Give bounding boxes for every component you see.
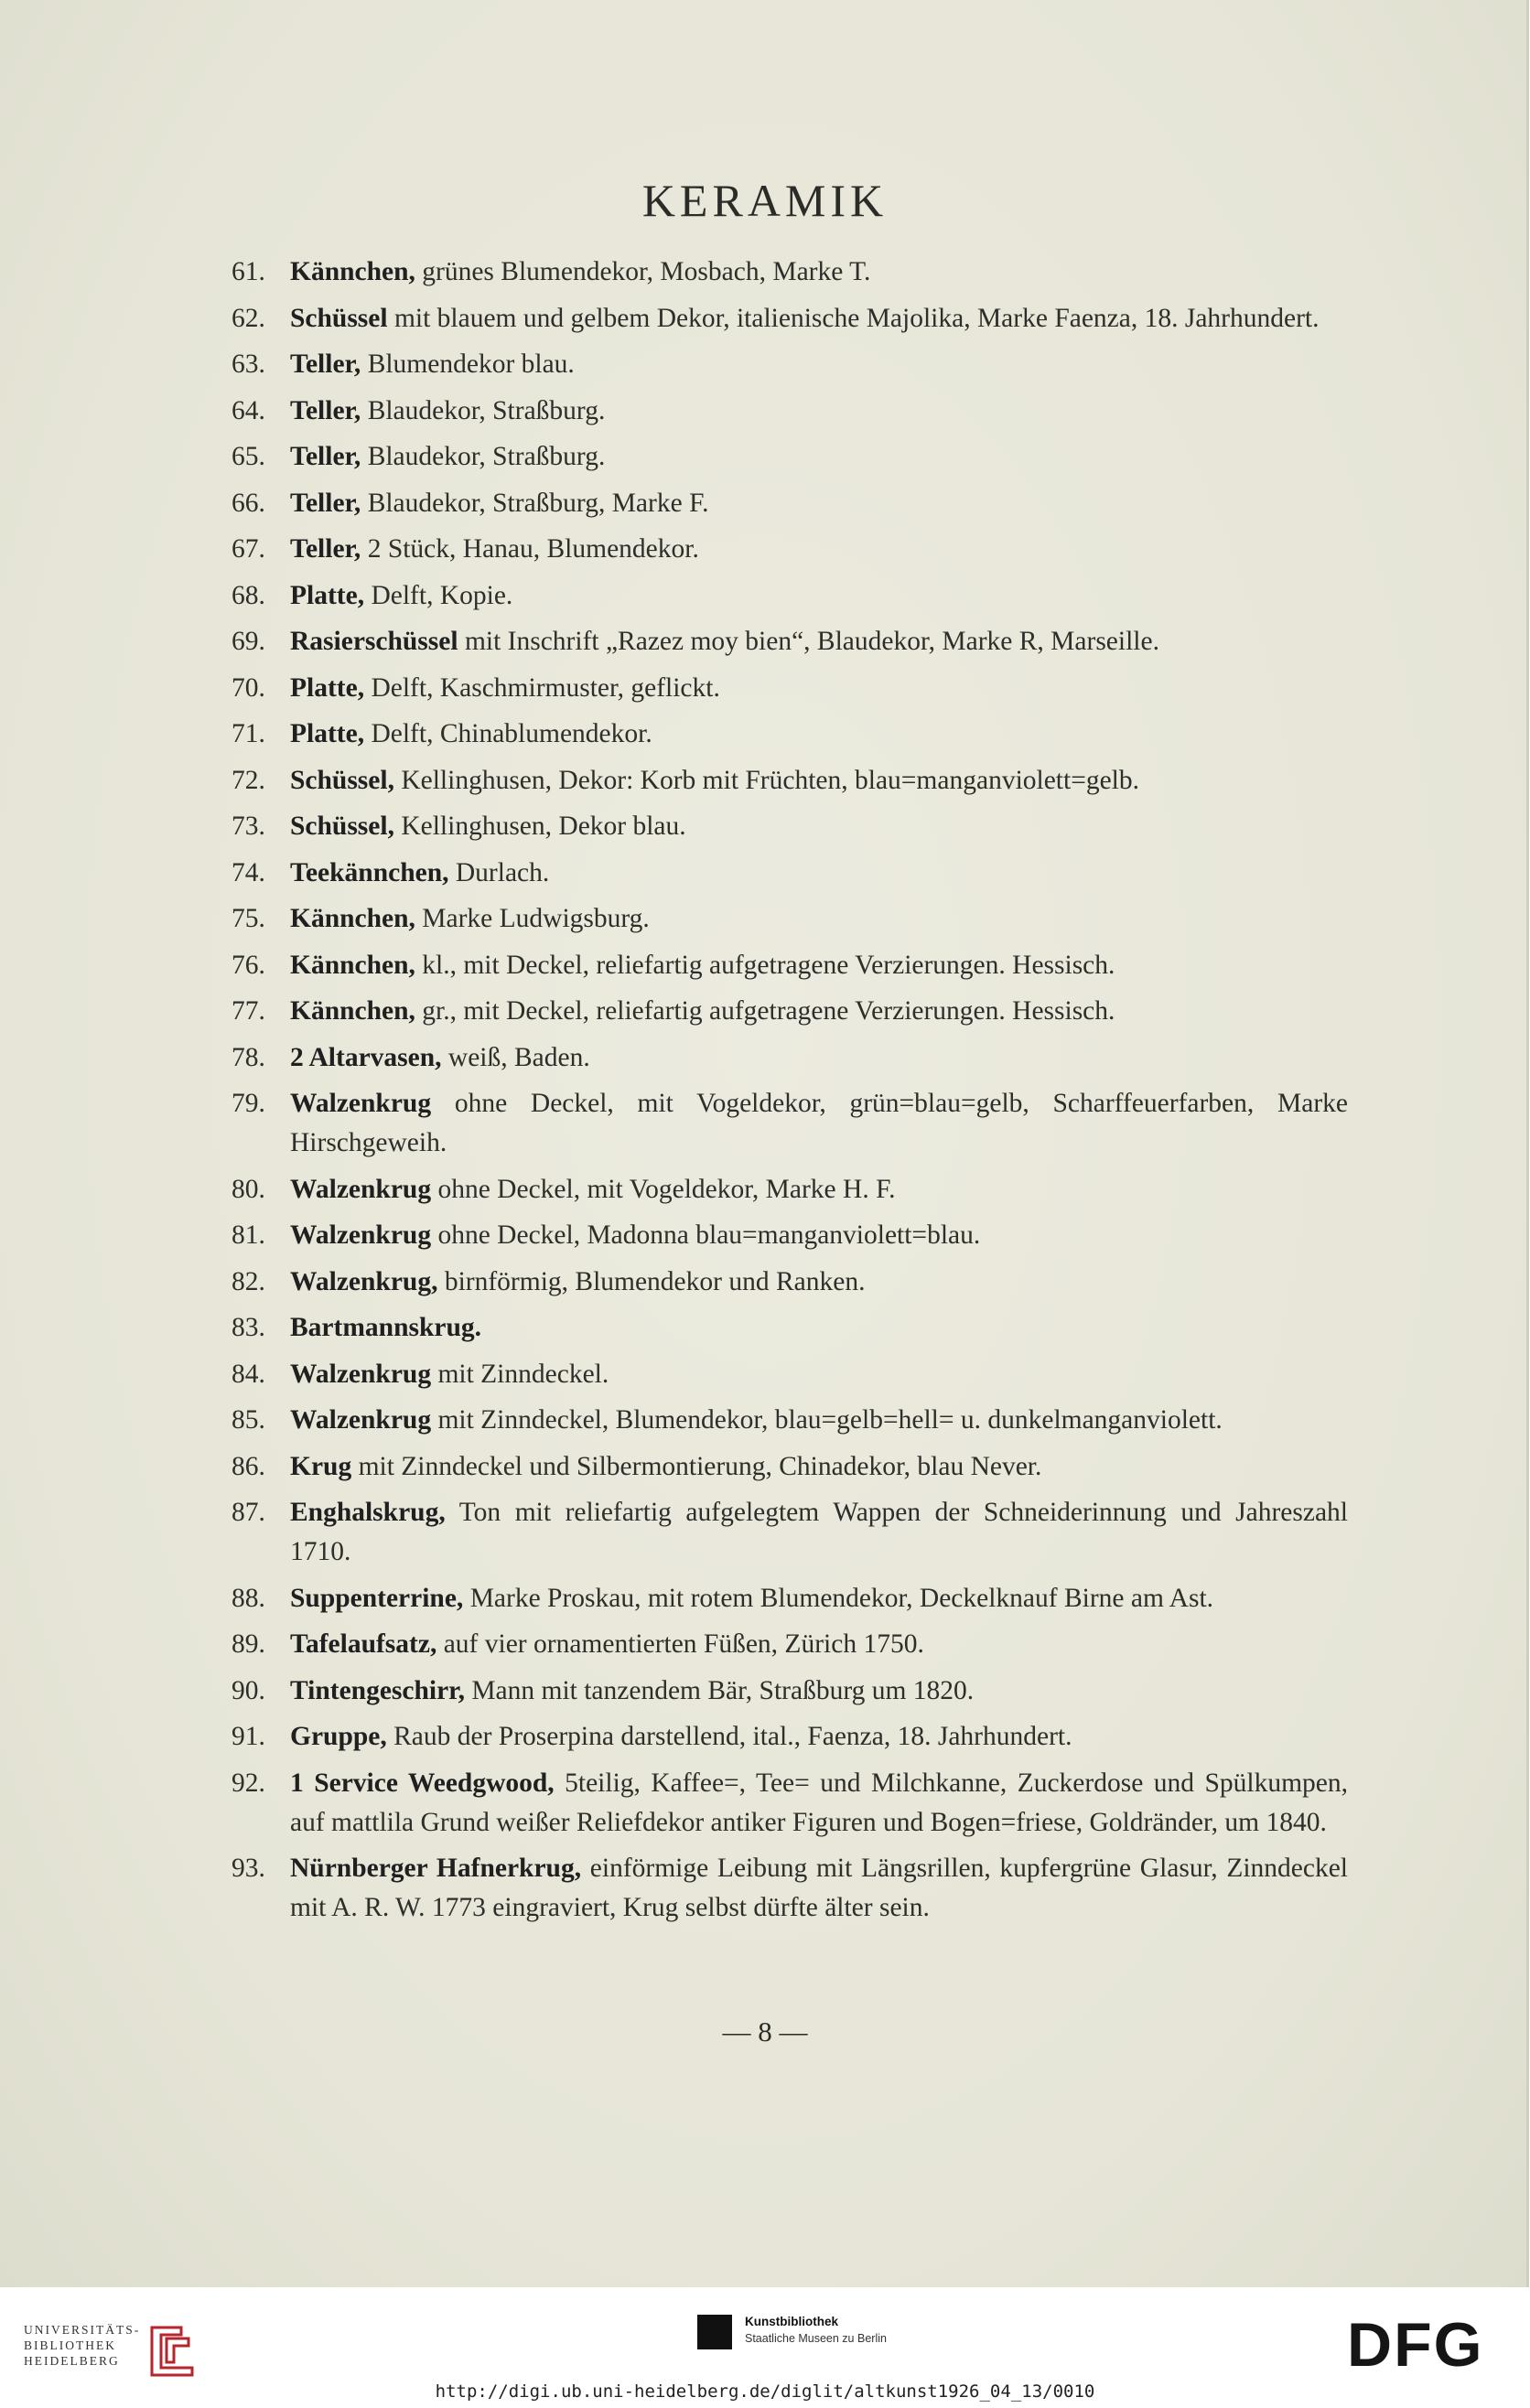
entry-number: 66. bbox=[232, 488, 265, 518]
entry-description: Blumendekor blau. bbox=[361, 349, 575, 379]
kunstbibliothek-title: Kunstbibliothek bbox=[745, 2315, 838, 2328]
entry-number: 89. bbox=[232, 1629, 265, 1659]
entry-number: 62. bbox=[232, 303, 265, 333]
entry-keyword: Schüssel bbox=[290, 303, 388, 333]
entry-number: 88. bbox=[232, 1583, 265, 1613]
entry-description: Mann mit tanzendem Bär, Straßburg um 1820. bbox=[464, 1675, 975, 1705]
entry-description: Delft, Chinablumendekor. bbox=[364, 719, 652, 748]
catalog-entry bbox=[233, 622, 1348, 661]
entry-keyword: Platte, bbox=[290, 672, 365, 703]
catalog-entry bbox=[233, 484, 1348, 523]
entry-number: 78. bbox=[232, 1042, 265, 1072]
entry-keyword: Walzenkrug bbox=[290, 1405, 432, 1435]
entry-description: Marke Proskau, mit rotem Blumendekor, Deckelknauf Birne am Ast. bbox=[463, 1583, 1214, 1613]
catalog-entry bbox=[233, 1308, 1348, 1348]
entry-number: 64. bbox=[232, 395, 265, 425]
entry-description: weiß, Baden. bbox=[441, 1042, 590, 1072]
catalog-entry bbox=[233, 899, 1348, 939]
catalog-entry bbox=[233, 1216, 1348, 1255]
entry-number: 71. bbox=[232, 719, 265, 748]
entry-keyword: Schüssel, bbox=[290, 765, 394, 795]
entry-keyword: 1 Service Weedgwood, bbox=[290, 1768, 555, 1798]
entry-number: 67. bbox=[232, 534, 265, 564]
entry-description: Raub der Proserpina darstellend, ital., Faenza, 18. Jahrhundert. bbox=[386, 1722, 1072, 1751]
entry-number: 91. bbox=[232, 1722, 265, 1751]
entry-number: 70. bbox=[232, 672, 265, 703]
catalog-entry bbox=[233, 761, 1348, 801]
source-url-link[interactable]: http://digi.ub.uni-heidelberg.de/diglit/altkunst1926_04_13/0010 bbox=[435, 2381, 1095, 2402]
entry-keyword: Walzenkrug, bbox=[290, 1266, 438, 1296]
kunstbibliothek-subtitle: Staatliche Museen zu Berlin bbox=[745, 2332, 887, 2345]
entry-number: 63. bbox=[232, 349, 265, 379]
entry-description: Kellinghusen, Dekor: Korb mit Früchten, blau=manganviolett=gelb. bbox=[393, 765, 1139, 795]
university-name-line: UNIVERSITÄTS- bbox=[24, 2323, 141, 2337]
entry-keyword: Bartmannskrug. bbox=[290, 1313, 481, 1342]
entry-number: 82. bbox=[232, 1266, 265, 1296]
catalog-entry bbox=[233, 1625, 1348, 1664]
entry-description: mit Inschrift „Razez moy bien“, Blaudekor, Marke R, Marseille. bbox=[458, 627, 1159, 656]
entry-description: ohne Deckel, Madonna blau=manganviolett=blau. bbox=[431, 1220, 981, 1250]
catalog-entry bbox=[233, 669, 1348, 708]
page-number: — 8 — bbox=[722, 2016, 808, 2048]
entry-keyword: Teller, bbox=[290, 349, 361, 379]
entry-keyword: Enghalskrug, bbox=[290, 1498, 446, 1527]
entry-keyword: Teller, bbox=[290, 534, 361, 564]
entry-number: 79. bbox=[232, 1089, 265, 1118]
catalog-entry bbox=[233, 1355, 1348, 1394]
catalog-entry bbox=[233, 1579, 1348, 1618]
entry-keyword: Teller, bbox=[290, 442, 361, 471]
catalog-entry bbox=[233, 1170, 1348, 1209]
entry-number: 80. bbox=[232, 1174, 265, 1204]
entry-description: kl., mit Deckel, reliefartig aufgetragene Verzierungen. Hessisch. bbox=[415, 950, 1115, 980]
catalog-entry bbox=[233, 576, 1348, 616]
catalog-entry bbox=[233, 1672, 1348, 1711]
entry-description: Blaudekor, Straßburg. bbox=[361, 395, 606, 425]
catalog-entry bbox=[233, 392, 1348, 431]
entry-description: gr., mit Deckel, reliefartig aufgetragene Verzierungen. Hessisch. bbox=[415, 996, 1115, 1026]
catalog-entry bbox=[233, 1849, 1348, 1928]
catalog-entry bbox=[233, 1764, 1348, 1843]
entry-number: 65. bbox=[232, 442, 265, 471]
entry-keyword: Nürnberger Hafnerkrug, bbox=[290, 1854, 582, 1883]
entry-keyword: Kännchen, bbox=[290, 904, 415, 933]
entry-keyword: Kännchen, bbox=[290, 257, 415, 286]
entry-description: grünes Blumendekor, Mosbach, Marke T. bbox=[415, 257, 871, 286]
entry-number: 86. bbox=[232, 1451, 265, 1481]
entry-keyword: Walzenkrug bbox=[290, 1089, 432, 1118]
catalog-entry bbox=[233, 299, 1348, 339]
entry-keyword: Kännchen, bbox=[290, 950, 415, 980]
entry-number: 90. bbox=[232, 1675, 265, 1705]
catalog-entry bbox=[233, 715, 1348, 754]
catalog-entry bbox=[233, 1717, 1348, 1757]
entry-keyword: Walzenkrug bbox=[290, 1220, 432, 1250]
entry-description: auf vier ornamentierten Füßen, Zürich 1750. bbox=[436, 1629, 924, 1659]
catalog-entry bbox=[233, 1084, 1348, 1163]
entry-keyword: Teller, bbox=[290, 488, 361, 518]
entry-description: mit Zinndeckel und Silbermontierung, Chinadekor, blau Never. bbox=[351, 1451, 1042, 1481]
entry-keyword: Kännchen, bbox=[290, 996, 415, 1026]
catalog-entry bbox=[233, 1263, 1348, 1302]
entry-number: 84. bbox=[232, 1359, 265, 1389]
entry-keyword: Teekännchen, bbox=[290, 857, 449, 887]
entry-description: mit Zinndeckel, Blumendekor, blau=gelb=hell= u. dunkelmanganviolett. bbox=[431, 1405, 1223, 1435]
catalog-entry bbox=[233, 1401, 1348, 1440]
catalog-entry bbox=[233, 530, 1348, 569]
entry-keyword: Rasierschüssel bbox=[290, 627, 458, 656]
entry-number: 87. bbox=[232, 1498, 265, 1527]
entry-number: 72. bbox=[232, 765, 265, 795]
entry-number: 85. bbox=[232, 1405, 265, 1435]
catalog-entry bbox=[233, 437, 1348, 477]
entry-description: Blaudekor, Straßburg. bbox=[361, 442, 606, 471]
entry-number: 81. bbox=[232, 1220, 265, 1250]
entry-description: Delft, Kaschmirmuster, geflickt. bbox=[364, 672, 720, 703]
entry-description: ohne Deckel, mit Vogeldekor, grün=blau=gelb, Scharffeuerfarben, Marke Hirschgeweih. bbox=[290, 1089, 1348, 1157]
entry-description: ohne Deckel, mit Vogeldekor, Marke H. F. bbox=[431, 1174, 896, 1204]
entry-keyword: Suppenterrine, bbox=[290, 1583, 464, 1613]
entry-number: 92. bbox=[232, 1768, 265, 1798]
entry-keyword: Walzenkrug bbox=[290, 1174, 432, 1204]
catalog-entry bbox=[233, 946, 1348, 985]
kunstbibliothek-mark-icon bbox=[697, 2315, 732, 2349]
entry-keyword: Walzenkrug bbox=[290, 1359, 432, 1389]
entry-description: Kellinghusen, Dekor blau. bbox=[393, 812, 686, 841]
page-title: KERAMIK bbox=[641, 175, 889, 226]
university-library-logo[interactable] bbox=[24, 2322, 140, 2369]
university-emblem-icon bbox=[145, 2322, 199, 2379]
catalog-entry bbox=[233, 992, 1348, 1031]
entry-keyword: Gruppe, bbox=[290, 1722, 387, 1751]
entry-keyword: Teller, bbox=[290, 395, 361, 425]
university-name-line: HEIDELBERG bbox=[24, 2354, 120, 2368]
entry-number: 93. bbox=[232, 1854, 265, 1883]
entry-description: Durlach. bbox=[448, 857, 550, 887]
entry-number: 61. bbox=[232, 257, 265, 286]
entry-number: 76. bbox=[232, 950, 265, 980]
entry-description: Ton mit reliefartig aufgelegtem Wappen der Schneiderinnung und Jahreszahl 1710. bbox=[290, 1498, 1348, 1566]
entry-description: mit Zinndeckel. bbox=[431, 1359, 609, 1389]
entry-description: Marke Ludwigsburg. bbox=[415, 904, 650, 933]
entry-number: 74. bbox=[232, 857, 265, 887]
entry-number: 73. bbox=[232, 812, 265, 841]
catalog-entry bbox=[233, 1447, 1348, 1487]
entry-keyword: Platte, bbox=[290, 719, 365, 748]
catalog-entry bbox=[233, 854, 1348, 893]
entry-keyword: Tafelaufsatz, bbox=[290, 1629, 437, 1659]
dfg-logo[interactable]: DFG bbox=[1347, 2310, 1484, 2380]
entry-keyword: Schüssel, bbox=[290, 812, 394, 841]
entry-description: Blaudekor, Straßburg, Marke F. bbox=[361, 488, 709, 518]
catalog-entry bbox=[233, 1493, 1348, 1572]
entry-keyword: Tintengeschirr, bbox=[290, 1675, 465, 1705]
entry-description: 2 Stück, Hanau, Blumendekor. bbox=[361, 534, 699, 564]
catalog-entry bbox=[233, 345, 1348, 384]
catalog-list bbox=[233, 253, 1348, 1935]
entry-keyword: Platte, bbox=[290, 580, 365, 610]
entry-keyword: 2 Altarvasen, bbox=[290, 1042, 442, 1072]
entry-number: 68. bbox=[232, 580, 265, 610]
entry-description: Delft, Kopie. bbox=[364, 580, 513, 610]
entry-description: 5teilig, Kaffee=, Tee= und Milchkanne, Zuckerdose und Spülkumpen, auf mattlila Grund weißer Reliefdekor antiker Figuren und Bogen=friese, Goldränder, um 1840. bbox=[290, 1768, 1348, 1837]
entry-keyword: Krug bbox=[290, 1451, 352, 1481]
entry-number: 77. bbox=[232, 996, 265, 1026]
catalog-entry bbox=[233, 1038, 1348, 1078]
catalog-entry bbox=[233, 253, 1348, 292]
entry-description: birnförmig, Blumendekor und Ranken. bbox=[437, 1266, 866, 1296]
university-name bbox=[24, 2322, 140, 2369]
entry-number: 69. bbox=[232, 627, 265, 656]
university-name-line: BIBLIOTHEK bbox=[24, 2338, 116, 2352]
entry-description: mit blauem und gelbem Dekor, italienische Majolika, Marke Faenza, 18. Jahrhundert. bbox=[387, 303, 1320, 333]
entry-number: 75. bbox=[232, 904, 265, 933]
catalog-entry bbox=[233, 807, 1348, 846]
entry-description: einförmige Leibung mit Längsrillen, kupfergrüne Glasur, Zinndeckel mit A. R. W. 1773 eingraviert, Krug selbst dürfte älter sein. bbox=[290, 1854, 1349, 1922]
entry-number: 83. bbox=[232, 1313, 265, 1342]
